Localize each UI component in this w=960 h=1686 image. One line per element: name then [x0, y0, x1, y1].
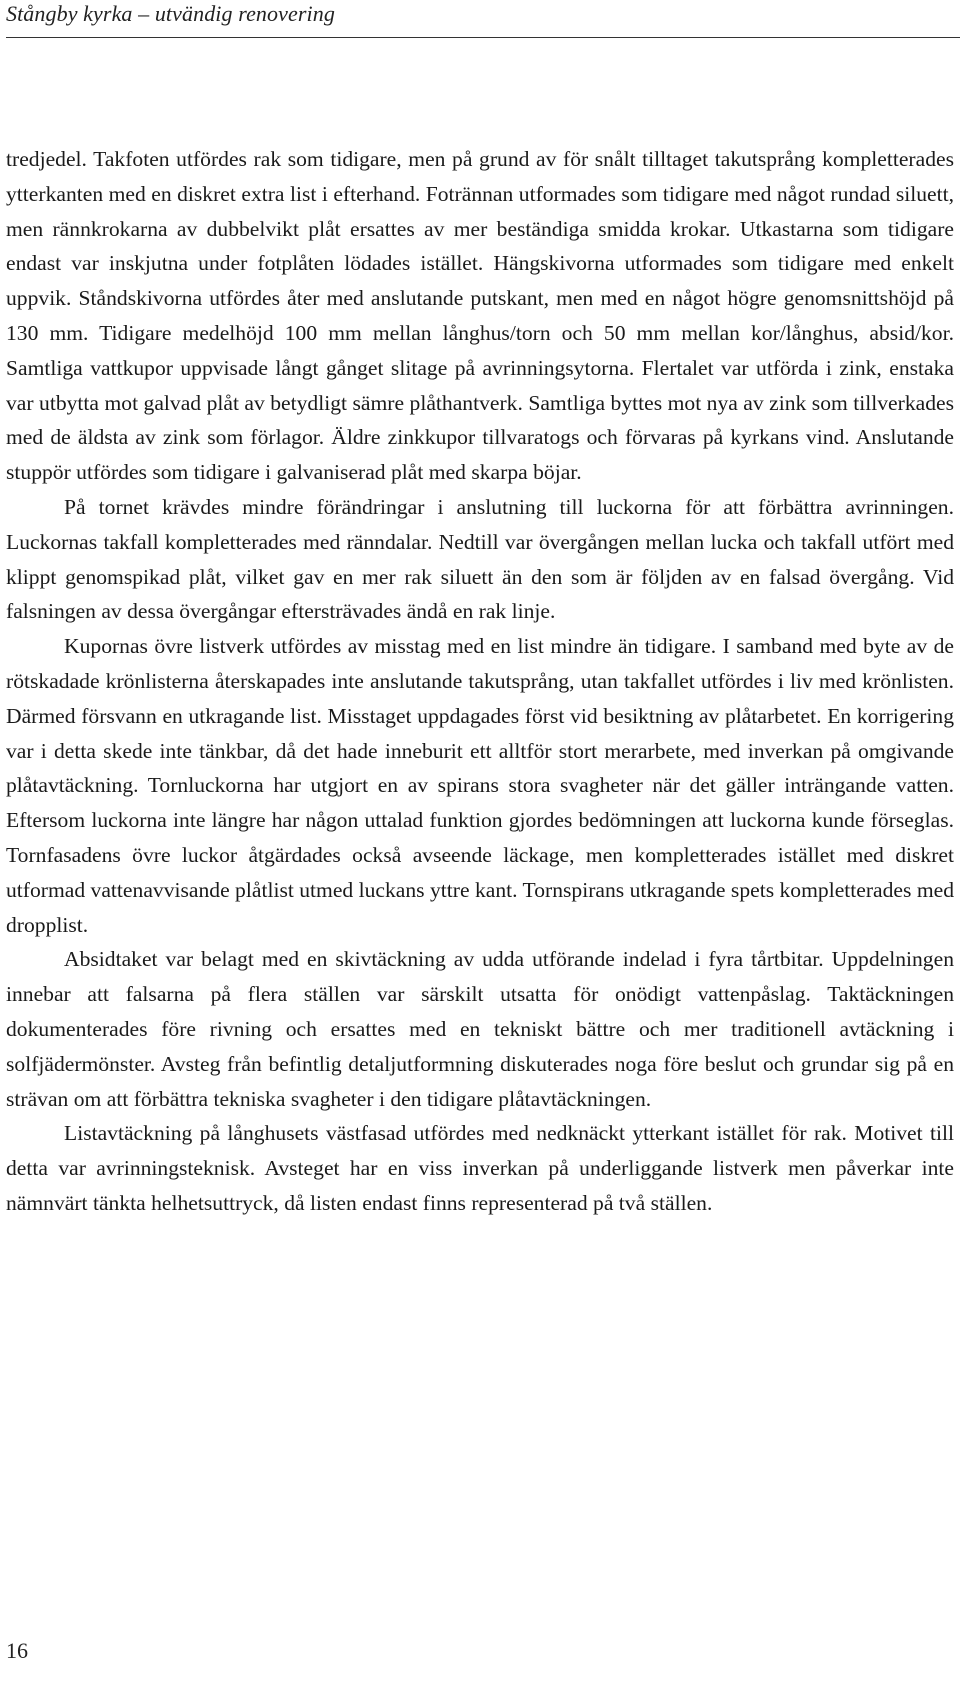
running-title: Stångby kyrka – utvändig renovering [6, 1, 335, 26]
paragraph-5: Listavtäckning på långhusets västfasad utfördes med nedknäckt ytterkant istället för rak. Motivet till detta var avrinningsteknisk. Avsteget har en viss inverkan på underliggande listverk men påverkar inte nämnvärt tänkta helhetsuttryck, då listen endast finns representerad på två ställen. [6, 1121, 954, 1215]
running-header [6, 0, 960, 38]
page-number: 16 [6, 1638, 28, 1663]
paragraph-4: Absidtaket var belagt med en skivtäckning av udda utförande indelad i fyra tårtbitar. Uppdelningen innebar att falsarna på flera ställen var särskilt utsatta för onödigt vattenpåslag. Taktäckningen dokumenterades före rivning och ersattes med en tekniskt bättre och mer traditionell avtäckning i solfjädermönster. Avsteg från befintlig detaljutformning diskuterades noga före beslut och grundar sig på en strävan om att förbättra tekniska svagheter i den tidigare plåtavtäckningen. [6, 947, 954, 1111]
paragraph-2: På tornet krävdes mindre förändringar i anslutning till luckorna för att förbättra avrinningen. Luckornas takfall kompletterades med ränndalar. Nedtill var övergången mellan lucka och takfall utfört med klippt genomspikad plåt, vilket gav en mer rak siluett än den som är följden av en falsad övergång. Vid falsningen av dessa övergångar eftersträvades ändå en rak linje. [6, 494, 954, 624]
paragraph-3: Kupornas övre listverk utfördes av misstag med en list mindre än tidigare. I samband med byte av de rötskadade krönlisterna återskapades inte anslutande takutsprång, utan takfallet utfördes i liv med krönlisten. Därmed försvann en utkragande list. Misstaget uppdagades först vid besiktning av plåtarbetet. En korrigering var i detta skede inte tänkbar, då det hade inneburit ett alltför stort merarbete, med inverkan på omgivande plåtavtäckning. Tornluckorna har utgjort en av spirans stora svagheter när det gäller inträngande vatten. Eftersom luckorna inte längre har någon uttalad funktion gjordes bedömningen att luckorna kunde förseglas. Tornfasadens övre luckor åtgärdades också avseende läckage, men kompletterades istället med diskret utformad vattenavvisande plåtlist utmed luckans yttre kant. Tornspirans utkragande spets kompletterades med dropplist. [6, 634, 954, 937]
body-text [6, 142, 954, 1221]
paragraph-1: tredjedel. Takfoten utfördes rak som tidigare, men på grund av för snålt tilltaget takutsprång kompletterades ytterkanten med en diskret extra list i efterhand. Fotrännan utformades som tidigare med något rundad siluett, men rännkrokarna av dubbelvikt plåt ersattes av mer beständiga smidda krokar. Utkastarna som tidigare endast var inskjutna under fotplåten lödades istället. Hängskivorna utformades som tidigare med enkelt uppvik. Ståndskivorna utfördes åter med anslutande putskant, men med en något högre genomsnittshöjd på 130 mm. Tidigare medelhöjd 100 mm mellan långhus/torn och 50 mm mellan kor/långhus, absid/kor. Samtliga vattkupor uppvisade långt gånget slitage på avrinningsytorna. Flertalet var utförda i zink, enstaka var utbytta mot galvad plåt av betydligt sämre plåthantverk. Samtliga byttes mot nya av zink som tillverkades med de äldsta av zink som förlagor. Äldre zinkkupor tillvaratogs och förvaras på kyrkans vind. Anslutande stupрör utfördes som tidigare i galvaniserad plåt med skarpa böjar. [6, 147, 954, 485]
